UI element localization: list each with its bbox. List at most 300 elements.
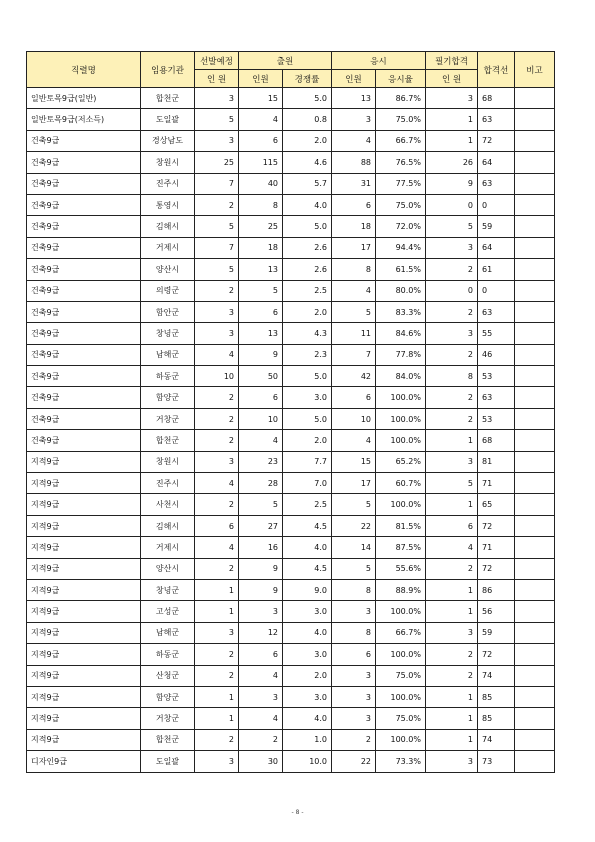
cell-took-rate: 55.6%	[376, 558, 426, 579]
header-cutoff: 합격선	[478, 52, 515, 88]
table-row	[27, 237, 555, 258]
header-agency: 임용기관	[141, 52, 195, 88]
cell-took-rate: 84.0%	[376, 366, 426, 387]
cell-applied-count: 15	[239, 88, 283, 109]
table-row	[27, 515, 555, 536]
cell-took-rate: 77.8%	[376, 344, 426, 365]
cell-competition: 1.0	[283, 729, 332, 750]
table-row	[27, 130, 555, 151]
cell-applied-count: 12	[239, 622, 283, 643]
cell-written-pass: 1	[426, 729, 478, 750]
cell-written-pass: 3	[426, 237, 478, 258]
cell-agency: 함양군	[141, 387, 195, 408]
cell-position: 지적9급	[27, 729, 141, 750]
cell-took-rate: 100.0%	[376, 644, 426, 665]
cell-competition: 4.0	[283, 537, 332, 558]
cell-cutoff: 55	[478, 323, 515, 344]
cell-written-pass: 2	[426, 665, 478, 686]
cell-note	[515, 708, 555, 729]
table-row	[27, 708, 555, 729]
cell-planned: 3	[195, 88, 239, 109]
cell-written-pass: 0	[426, 194, 478, 215]
cell-cutoff: 63	[478, 109, 515, 130]
cell-written-pass: 2	[426, 644, 478, 665]
cell-agency: 하동군	[141, 366, 195, 387]
cell-agency: 경상남도	[141, 130, 195, 151]
table-row	[27, 323, 555, 344]
cell-applied-count: 6	[239, 130, 283, 151]
cell-cutoff: 65	[478, 494, 515, 515]
cell-competition: 4.5	[283, 558, 332, 579]
cell-position: 지적9급	[27, 601, 141, 622]
cell-written-pass: 1	[426, 109, 478, 130]
cell-planned: 2	[195, 644, 239, 665]
cell-note	[515, 280, 555, 301]
cell-cutoff: 63	[478, 301, 515, 322]
table-row	[27, 194, 555, 215]
cell-applied-count: 6	[239, 387, 283, 408]
cell-written-pass: 3	[426, 323, 478, 344]
cell-note	[515, 644, 555, 665]
cell-written-pass: 3	[426, 751, 478, 772]
cell-took-rate: 88.9%	[376, 579, 426, 600]
table-row	[27, 109, 555, 130]
cell-written-pass: 1	[426, 494, 478, 515]
cell-planned: 7	[195, 173, 239, 194]
cell-planned: 3	[195, 301, 239, 322]
cell-competition: 4.5	[283, 515, 332, 536]
header-position: 직렬명	[27, 52, 141, 88]
cell-took-count: 3	[332, 686, 376, 707]
table-row	[27, 430, 555, 451]
cell-took-count: 6	[332, 194, 376, 215]
cell-position: 건축9급	[27, 408, 141, 429]
cell-planned: 3	[195, 451, 239, 472]
cell-took-count: 8	[332, 259, 376, 280]
cell-took-count: 2	[332, 729, 376, 750]
cell-position: 건축9급	[27, 216, 141, 237]
cell-written-pass: 1	[426, 686, 478, 707]
table-header	[27, 52, 555, 88]
cell-position: 일반토목9급(일반)	[27, 88, 141, 109]
cell-note	[515, 515, 555, 536]
cell-cutoff: 64	[478, 152, 515, 173]
cell-took-rate: 66.7%	[376, 622, 426, 643]
cell-cutoff: 85	[478, 708, 515, 729]
cell-competition: 2.6	[283, 237, 332, 258]
table-row	[27, 152, 555, 173]
table-row	[27, 366, 555, 387]
cell-written-pass: 1	[426, 130, 478, 151]
cell-cutoff: 59	[478, 622, 515, 643]
cell-agency: 창녕군	[141, 579, 195, 600]
cell-cutoff: 53	[478, 408, 515, 429]
cell-agency: 거창군	[141, 408, 195, 429]
cell-planned: 2	[195, 494, 239, 515]
cell-agency: 하동군	[141, 644, 195, 665]
cell-cutoff: 59	[478, 216, 515, 237]
cell-cutoff: 64	[478, 237, 515, 258]
table-row	[27, 387, 555, 408]
cell-agency: 거제시	[141, 537, 195, 558]
table-row	[27, 622, 555, 643]
cell-planned: 4	[195, 344, 239, 365]
cell-applied-count: 9	[239, 344, 283, 365]
cell-position: 지적9급	[27, 515, 141, 536]
cell-position: 건축9급	[27, 237, 141, 258]
cell-applied-count: 5	[239, 494, 283, 515]
cell-took-rate: 83.3%	[376, 301, 426, 322]
cell-written-pass: 5	[426, 473, 478, 494]
cell-applied-count: 40	[239, 173, 283, 194]
cell-written-pass: 3	[426, 451, 478, 472]
header-competition: 경쟁률	[283, 70, 332, 88]
cell-written-pass: 2	[426, 344, 478, 365]
cell-applied-count: 27	[239, 515, 283, 536]
cell-took-count: 3	[332, 109, 376, 130]
table-row	[27, 729, 555, 750]
cell-competition: 2.0	[283, 665, 332, 686]
cell-took-count: 18	[332, 216, 376, 237]
table-row	[27, 558, 555, 579]
cell-planned: 1	[195, 579, 239, 600]
cell-planned: 2	[195, 408, 239, 429]
cell-agency: 진주시	[141, 173, 195, 194]
table-row	[27, 259, 555, 280]
cell-cutoff: 71	[478, 473, 515, 494]
cell-competition: 2.0	[283, 130, 332, 151]
cell-written-pass: 9	[426, 173, 478, 194]
cell-planned: 7	[195, 237, 239, 258]
cell-competition: 4.6	[283, 152, 332, 173]
cell-took-rate: 72.0%	[376, 216, 426, 237]
cell-position: 건축9급	[27, 152, 141, 173]
cell-note	[515, 130, 555, 151]
cell-written-pass: 1	[426, 579, 478, 600]
cell-note	[515, 237, 555, 258]
header-took-rate: 응시율	[376, 70, 426, 88]
header-planned-bottom: 인 원	[195, 70, 239, 88]
cell-note	[515, 729, 555, 750]
cell-applied-count: 5	[239, 280, 283, 301]
table-row	[27, 751, 555, 772]
cell-applied-count: 13	[239, 323, 283, 344]
header-applied: 출원	[239, 52, 332, 70]
cell-took-count: 3	[332, 665, 376, 686]
cell-competition: 4.3	[283, 323, 332, 344]
cell-agency: 도일괄	[141, 751, 195, 772]
cell-position: 지적9급	[27, 708, 141, 729]
table-body	[27, 88, 555, 773]
cell-note	[515, 88, 555, 109]
cell-position: 건축9급	[27, 344, 141, 365]
cell-took-rate: 94.4%	[376, 237, 426, 258]
cell-took-count: 15	[332, 451, 376, 472]
cell-competition: 2.0	[283, 301, 332, 322]
cell-planned: 25	[195, 152, 239, 173]
cell-competition: 5.0	[283, 408, 332, 429]
cell-note	[515, 601, 555, 622]
cell-position: 지적9급	[27, 644, 141, 665]
cell-competition: 3.0	[283, 644, 332, 665]
cell-planned: 1	[195, 708, 239, 729]
cell-took-rate: 73.3%	[376, 751, 426, 772]
header-note: 비고	[515, 52, 555, 88]
cell-planned: 2	[195, 387, 239, 408]
cell-took-count: 5	[332, 558, 376, 579]
cell-planned: 5	[195, 259, 239, 280]
cell-took-count: 7	[332, 344, 376, 365]
cell-competition: 5.0	[283, 216, 332, 237]
cell-cutoff: 53	[478, 366, 515, 387]
table-row	[27, 451, 555, 472]
header-applied-count: 인원	[239, 70, 283, 88]
cell-took-rate: 100.0%	[376, 729, 426, 750]
cell-note	[515, 366, 555, 387]
cell-agency: 합천군	[141, 430, 195, 451]
cell-took-count: 31	[332, 173, 376, 194]
header-took: 응시	[332, 52, 426, 70]
cell-planned: 3	[195, 130, 239, 151]
cell-applied-count: 25	[239, 216, 283, 237]
cell-position: 지적9급	[27, 686, 141, 707]
cell-position: 지적9급	[27, 558, 141, 579]
cell-applied-count: 6	[239, 644, 283, 665]
cell-applied-count: 6	[239, 301, 283, 322]
cell-planned: 10	[195, 366, 239, 387]
cell-written-pass: 6	[426, 515, 478, 536]
cell-cutoff: 63	[478, 173, 515, 194]
cell-took-count: 4	[332, 280, 376, 301]
cell-position: 일반토목9급(저소득)	[27, 109, 141, 130]
cell-position: 지적9급	[27, 494, 141, 515]
cell-took-rate: 66.7%	[376, 130, 426, 151]
cell-took-count: 22	[332, 515, 376, 536]
cell-took-count: 4	[332, 130, 376, 151]
cell-cutoff: 56	[478, 601, 515, 622]
cell-note	[515, 579, 555, 600]
cell-note	[515, 109, 555, 130]
cell-position: 건축9급	[27, 301, 141, 322]
cell-planned: 3	[195, 323, 239, 344]
cell-written-pass: 26	[426, 152, 478, 173]
cell-applied-count: 4	[239, 430, 283, 451]
cell-took-count: 4	[332, 430, 376, 451]
cell-position: 건축9급	[27, 280, 141, 301]
cell-applied-count: 4	[239, 708, 283, 729]
cell-applied-count: 10	[239, 408, 283, 429]
cell-note	[515, 451, 555, 472]
cell-position: 건축9급	[27, 387, 141, 408]
cell-note	[515, 665, 555, 686]
cell-note	[515, 751, 555, 772]
cell-cutoff: 71	[478, 537, 515, 558]
cell-planned: 1	[195, 686, 239, 707]
cell-cutoff: 86	[478, 579, 515, 600]
cell-competition: 0.8	[283, 109, 332, 130]
table-row	[27, 686, 555, 707]
cell-took-count: 5	[332, 301, 376, 322]
cell-took-rate: 80.0%	[376, 280, 426, 301]
cell-applied-count: 115	[239, 152, 283, 173]
cell-planned: 2	[195, 558, 239, 579]
cell-competition: 5.0	[283, 88, 332, 109]
cell-written-pass: 4	[426, 537, 478, 558]
cell-competition: 7.0	[283, 473, 332, 494]
cell-position: 건축9급	[27, 430, 141, 451]
header-written-pass-top: 필기합격	[426, 52, 478, 70]
cell-position: 건축9급	[27, 366, 141, 387]
cell-applied-count: 30	[239, 751, 283, 772]
table-row	[27, 579, 555, 600]
cell-cutoff: 63	[478, 387, 515, 408]
cell-agency: 김해시	[141, 216, 195, 237]
cell-cutoff: 46	[478, 344, 515, 365]
cell-applied-count: 3	[239, 601, 283, 622]
cell-took-rate: 75.0%	[376, 665, 426, 686]
cell-applied-count: 16	[239, 537, 283, 558]
cell-note	[515, 387, 555, 408]
cell-cutoff: 74	[478, 665, 515, 686]
cell-agency: 창원시	[141, 152, 195, 173]
cell-competition: 4.0	[283, 622, 332, 643]
cell-note	[515, 408, 555, 429]
cell-position: 건축9급	[27, 259, 141, 280]
cell-agency: 합천군	[141, 88, 195, 109]
table-row	[27, 537, 555, 558]
cell-took-rate: 60.7%	[376, 473, 426, 494]
table-row	[27, 216, 555, 237]
cell-agency: 도일괄	[141, 109, 195, 130]
cell-took-count: 8	[332, 579, 376, 600]
cell-cutoff: 68	[478, 430, 515, 451]
cell-note	[515, 259, 555, 280]
cell-competition: 2.3	[283, 344, 332, 365]
cell-written-pass: 2	[426, 558, 478, 579]
cell-note	[515, 537, 555, 558]
cell-agency: 진주시	[141, 473, 195, 494]
cell-took-rate: 75.0%	[376, 708, 426, 729]
cell-position: 건축9급	[27, 130, 141, 151]
cell-took-rate: 100.0%	[376, 494, 426, 515]
header-took-count: 인원	[332, 70, 376, 88]
cell-written-pass: 2	[426, 259, 478, 280]
cell-took-count: 5	[332, 494, 376, 515]
cell-agency: 남해군	[141, 344, 195, 365]
cell-applied-count: 3	[239, 686, 283, 707]
cell-note	[515, 216, 555, 237]
cell-agency: 산청군	[141, 665, 195, 686]
cell-took-rate: 77.5%	[376, 173, 426, 194]
cell-agency: 양산시	[141, 259, 195, 280]
table-row	[27, 665, 555, 686]
cell-competition: 2.5	[283, 494, 332, 515]
cell-agency: 사천시	[141, 494, 195, 515]
cell-took-count: 13	[332, 88, 376, 109]
table-row	[27, 473, 555, 494]
cell-took-count: 42	[332, 366, 376, 387]
cell-applied-count: 28	[239, 473, 283, 494]
table-row	[27, 88, 555, 109]
cell-took-count: 22	[332, 751, 376, 772]
cell-written-pass: 0	[426, 280, 478, 301]
cell-applied-count: 18	[239, 237, 283, 258]
cell-agency: 양산시	[141, 558, 195, 579]
cell-note	[515, 173, 555, 194]
cell-took-count: 14	[332, 537, 376, 558]
cell-agency: 고성군	[141, 601, 195, 622]
cell-took-rate: 100.0%	[376, 408, 426, 429]
table-row	[27, 344, 555, 365]
cell-cutoff: 72	[478, 130, 515, 151]
cell-position: 지적9급	[27, 451, 141, 472]
cell-written-pass: 2	[426, 301, 478, 322]
cell-planned: 2	[195, 729, 239, 750]
cell-took-rate: 75.0%	[376, 194, 426, 215]
cell-written-pass: 3	[426, 622, 478, 643]
table-row	[27, 644, 555, 665]
cell-position: 지적9급	[27, 473, 141, 494]
cell-took-rate: 86.7%	[376, 88, 426, 109]
cell-written-pass: 1	[426, 430, 478, 451]
cell-note	[515, 494, 555, 515]
cell-took-count: 6	[332, 387, 376, 408]
table-row	[27, 280, 555, 301]
cell-competition: 10.0	[283, 751, 332, 772]
cell-applied-count: 8	[239, 194, 283, 215]
cell-took-count: 17	[332, 237, 376, 258]
cell-written-pass: 5	[426, 216, 478, 237]
cell-note	[515, 152, 555, 173]
cell-cutoff: 85	[478, 686, 515, 707]
table-row	[27, 601, 555, 622]
table-row	[27, 173, 555, 194]
cell-competition: 5.0	[283, 366, 332, 387]
cell-competition: 2.0	[283, 430, 332, 451]
cell-position: 지적9급	[27, 537, 141, 558]
cell-took-rate: 75.0%	[376, 109, 426, 130]
cell-took-rate: 65.2%	[376, 451, 426, 472]
cell-took-count: 88	[332, 152, 376, 173]
cell-cutoff: 72	[478, 515, 515, 536]
cell-planned: 4	[195, 537, 239, 558]
cell-cutoff: 0	[478, 280, 515, 301]
cell-planned: 2	[195, 194, 239, 215]
cell-note	[515, 622, 555, 643]
cell-note	[515, 686, 555, 707]
cell-cutoff: 74	[478, 729, 515, 750]
cell-took-rate: 100.0%	[376, 601, 426, 622]
cell-cutoff: 72	[478, 644, 515, 665]
cell-took-rate: 61.5%	[376, 259, 426, 280]
table-row	[27, 408, 555, 429]
header-written-pass-bottom: 인 원	[426, 70, 478, 88]
cell-written-pass: 2	[426, 387, 478, 408]
cell-took-rate: 81.5%	[376, 515, 426, 536]
cell-planned: 2	[195, 665, 239, 686]
cell-position: 건축9급	[27, 173, 141, 194]
cell-agency: 거제시	[141, 237, 195, 258]
cell-applied-count: 23	[239, 451, 283, 472]
cell-competition: 2.6	[283, 259, 332, 280]
cell-position: 건축9급	[27, 194, 141, 215]
cell-agency: 김해시	[141, 515, 195, 536]
cell-took-count: 8	[332, 622, 376, 643]
cell-took-rate: 100.0%	[376, 430, 426, 451]
cell-applied-count: 50	[239, 366, 283, 387]
cell-planned: 2	[195, 280, 239, 301]
cell-planned: 5	[195, 109, 239, 130]
